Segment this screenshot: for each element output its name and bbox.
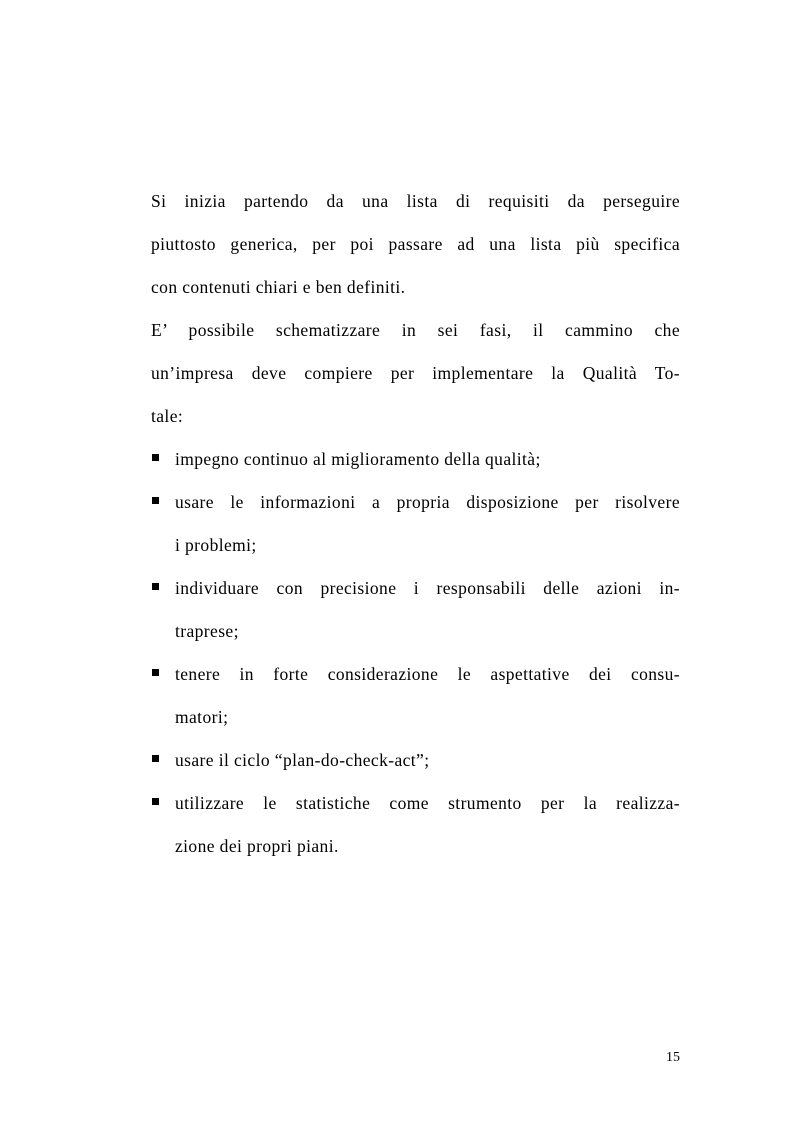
- bullet-3-line-2: traprese;: [175, 621, 239, 641]
- bullet-marker-icon: [152, 454, 159, 461]
- paragraph-1-line-1: Si inizia partendo da una lista di requisiti da perseguire: [151, 191, 680, 211]
- bullet-2-line-2: i problemi;: [175, 535, 257, 555]
- bullet-marker-icon: [152, 669, 159, 676]
- bullet-marker-icon: [152, 798, 159, 805]
- bullet-4-line-2: matori;: [175, 707, 229, 727]
- bullet-1-line-1: impegno continuo al miglioramento della qualità;: [175, 449, 541, 469]
- paragraph-2-line-2: un’impresa deve compiere per implementare la Qualità To-: [151, 363, 680, 383]
- bullet-6-line-2: zione dei propri piani.: [175, 836, 339, 856]
- page-number: 15: [666, 1050, 680, 1065]
- bullet-2-line-1: usare le informazioni a propria disposizione per risolvere: [175, 492, 680, 512]
- bullet-marker-icon: [152, 583, 159, 590]
- paragraph-1-line-3: con contenuti chiari e ben definiti.: [151, 277, 406, 297]
- bullet-marker-icon: [152, 755, 159, 762]
- bullet-6-line-1: utilizzare le statistiche come strumento per la realizza-: [175, 793, 680, 813]
- paragraph-2-line-1: E’ possibile schematizzare in sei fasi, il cammino che: [151, 320, 680, 340]
- bullet-marker-icon: [152, 497, 159, 504]
- bullet-4-line-1: tenere in forte considerazione le aspettative dei consu-: [175, 664, 680, 684]
- bullet-5-line-1: usare il ciclo “plan-do-check-act”;: [175, 750, 430, 770]
- paragraph-2-line-3: tale:: [151, 406, 184, 426]
- bullet-3-line-1: individuare con precisione i responsabili delle azioni in-: [175, 578, 680, 598]
- paragraph-1-line-2: piuttosto generica, per poi passare ad una lista più specifica: [151, 234, 680, 254]
